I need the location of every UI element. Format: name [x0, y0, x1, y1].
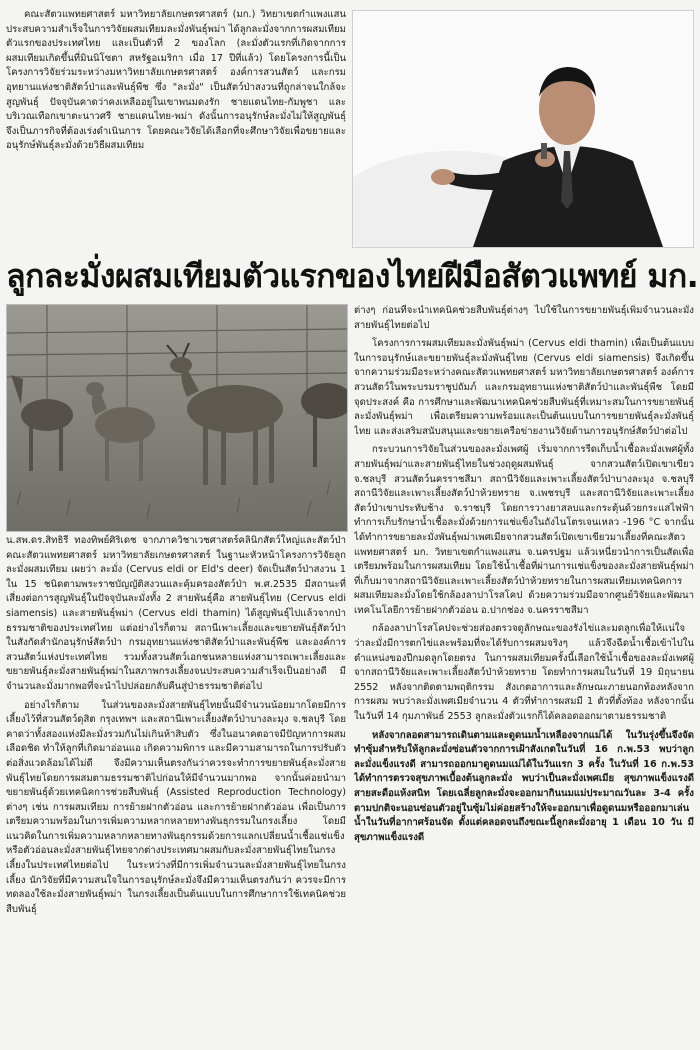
- right-bold-paragraph: หลังจากลอดสามารถเดินตามและดูดนมน้ำเหลืองจากแม่ได้ ในวันรุ่งขึ้นจึงจัดทำซุ้มสำหรับให้ลูกละมั่งซ่อนตัวจากการเฝ้าสังเกตในวันที่ 16 ก.พ.53 พบว่าลูกละมั่งแข็งแรงดี สามารถออกมาดูดนมแม่ได้ในวันแรก 3 ครั้ง ในวันที่ 16 ก.พ.53 ได้ทำการตรวจสุขภาพเบื้องต้นลูกละมั่ง พบว่าเป็นละมั่งเพศเมีย สุขภาพแข็งแรงดี สายสะดือแห้งสนิท โดยเฉลี่ยลูกละมั่งจะออกมากินนมแม่ประมาณวันละ 3-4 ครั้ง ตามปกติจะนอนซ่อนตัวอยู่ในซุ้มไม่ค่อยสร้างให้จะออกมาเพื่อดูดนมหรือออกมาเล่นน้ำในวันที่อากาศร้อนจัด ตั้งแต่คลอดจนถึงขณะนี้ลูกละมั่งอายุ 1 เดือน 10 วัน มีสุขภาพแข็งแรงดี: [354, 729, 694, 843]
- left-paragraph-1: น.สพ.ดร.สิทธิรี ทองทิพย์ศิริเดช จากภาควิชาเวชศาสตร์คลินิกสัตว์ใหญ่และสัตว์ป่า คณะสัตวแพทยศาสตร์ มหาวิทยาลัยเกษตรศาสตร์ ในฐานะหัวหน้าโครงการวิจัยลูกละมั่งผสมเทียม เผยว่า ละมั่ง (Cervus eldi or Eld's deer) จัดเป็นสัตว์ป่าสงวน 1 ใน 15 ชนิดตามพระราชบัญญัติสงวนและคุ้มครองสัตว์ป่า พ.ศ.2535 มีสถานะที่เสี่ยงต่อการสูญพันธุ์ในปัจจุบันละมั่งทั้ง 2 สายพันธุ์คือ สายพันธุ์ไทย (Cervus eldi siamensis) และสายพันธุ์พม่า (Cervus eldi thamin) ได้สูญพันธุ์ไปแล้วจากป่าธรรมชาติของประเทศไทย แต่อย่างไรก็ตาม สถานีเพาะเลี้ยงและขยายพันธุ์สัตว์ป่าในสังกัดสำนักอนุรักษ์สัตว์ป่า กรมอุทยานแห่งชาติสัตว์ป่าและพันธุ์พืช และองค์การสวนสัตว์แห่งประเทศไทย รวมทั้งสวนสัตว์เอกชนหลายแห่งสามารถเพาะเลี้ยงและขยายพันธุ์ละมั่งสายพันธุ์พม่าในสภาพกรงเลี้ยงจนประสบความสำเร็จเป็นอย่างดี มีจำนวนละมั่งมากพอที่จะนำไปปล่อยกลับคืนสู่ป่าธรรมชาติต่อไป: [6, 535, 346, 692]
- deer-photo-image: [7, 305, 347, 531]
- headline: ลูกละมั่งผสมเทียมตัวแรกของไทยฝีมือสัตวแพทย์ มก.: [6, 257, 699, 295]
- right-paragraph-3: กระบวนการวิจัยในส่วนของละมั่งเพศผู้ เริ่มจากการรีดเก็บน้ำเชื้อละมั่งเพศผู้ทั้งสายพันธุ์พม่าและสายพันธุ์ไทยในช่วงฤดูผสมพันธุ์ จากสวนสัตว์เปิดเขาเขียว จ.ชลบุรี สวนสัตว์นครราชสีมา สถานีวิจัยและเพาะเลี้ยงสัตว์ป่าบางละมุง จ.ชลบุรี สถานีวิจัยและเพาะเลี้ยงสัตว์ป่าห้วยทราย จ.เพชรบุรี และสถานีวิจัยและเพาะเลี้ยงสัตว์ป่าเขาประทับช้าง จ.ราชบุรี โดยการวางยาสลบและกระตุ้นด้วยกระแสไฟฟ้า ทำการเก็บรักษาน้ำเชื้อละมั่งด้วยการแช่แข็งในถังไนโตรเจนเหลว -196 °C จากนั้นได้ทำการขยายละมั่งพันธุ์พม่าเพศเมียจากสวนสัตว์เปิดเขาเขียวมาเลี้ยงที่คณะสัตวแพทยศาสตร์ มก. วิทยาเขตกำแพงแสน จ.นครปฐม แล้วเหนี่ยวนำการเป็นสัดเพื่อเตรียมพร้อมในการผสมเทียม โดยใช้น้ำเชื้อที่ผ่านการแช่แข็งของละมั่งสายพันธุ์พม่าที่เก็บมาจากสถานีวิจัยและเพาะเลี้ยงสัตว์ป่าห้วยทรายในการผสมเทียมเทคนิคการผสมเทียมละมั่งโดยใช้กล้องลาปาโรสโคป ด้วยความร่วมมือจากศูนย์วิจัยและพัฒนาเทคโนโลยีการย้ายฝากตัวอ่อน อ.ปากช่อง จ.นครราชสีมา: [354, 444, 694, 616]
- right-paragraph-1: ต่างๆ ก่อนที่จะนำเทคนิคช่วยสืบพันธุ์ต่างๆ ไปใช้ในการขยายพันธุ์เพิ่มจำนวนละมั่งสายพันธุ์ไทยต่อไป: [354, 305, 694, 331]
- deer-photo: [6, 304, 348, 532]
- right-paragraph-4: กล้องลาปาโรสโคปจะช่วยส่องตรวจดูลักษณะของรังไข่และมดลูกเพื่อให้แน่ใจว่าละมั่งมีการตกไข่และพร้อมที่จะได้รับการผสมจริงๆ แล้วจึงฉีดน้ำเชื้อเข้าไปในตำแหน่งของปีกมดลูกโดยตรง ในการผสมเทียมครั้งนี้เลือกใช้น้ำเชื้อของละมั่งเพศผู้จากสถานีวิจัยและเพาะเลี้ยงสัตว์ป่าห้วยทราย โดยทำการผสมในวันที่ 19 มิถุนายน 2552 หลังจากติดตามพฤติกรรม สังเกตอาการและลักษณะภายนอกท้องหลังจากการผสม พบว่าละมั่งเพศเมียจำนวน 4 ตัวที่ทำการผสมมี 1 ตัวที่ตั้งท้อง หลังจากนั้นในวันที่ 14 กุมภาพันธ์ 2553 ลูกละมั่งตัวแรกก็ได้คลอดออกมาตามธรรมชาติ: [354, 623, 694, 723]
- right-paragraph-2: โครงการการผสมเทียมละมั่งพันธุ์พม่า (Cervus eldi thamin) เพื่อเป็นต้นแบบในการอนุรักษ์และขยายพันธุ์ละมั่งพันธุ์ไทย (Cervus eldi siamensis) จึงเกิดขึ้นจากความร่วมมือระหว่างคณะสัตวแพทยศาสตร์ มหาวิทยาลัยเกษตรศาสตร์ องค์การสวนสัตว์ในพระบรมราชูปถัมภ์ และกรมอุทยานแห่งชาติสัตว์ป่าและพันธุ์พืช โดยมีจุดประสงค์ คือ การศึกษาและพัฒนาเทคนิคช่วยสืบพันธุ์ที่เหมาะสมในการขยายพันธุ์ละมั่งพันธุ์พม่า เพื่อเตรียมความพร้อมและเป็นต้นแบบในการขยายพันธุ์ละมั่งพันธุ์ไทย และส่งเสริมสนับสนุนและขยายเครือข่ายงานวิจัยด้านการอนุรักษ์สัตว์ป่าต่อไป: [354, 338, 694, 437]
- intro-paragraph: คณะสัตวแพทยศาสตร์ มหาวิทยาลัยเกษตรศาสตร์ (มก.) วิทยาเขตกำแพงแสน ประสบความสำเร็จในการวิจัยผสมเทียมละมั่งพันธุ์พม่า ได้ลูกละมั่งจากการผสมเทียมตัวแรกของประเทศไทย และเป็นตัวที่ 2 ของโลก (ละมั่งตัวแรกที่เกิดจากการผสมเทียมเกิดขึ้นที่มินนิโซตา สหรัฐอเมริกา เมื่อ 17 ปีที่แล้ว) โดยโครงการนี้เป็นโครงการวิจัยร่วมระหว่างมหาวิทยาลัยเกษตรศาสตร์ องค์การสวนสัตว์ และกรมอุทยานแห่งชาติสัตว์ป่าและพันธุ์พืช ซึ่ง "ละมั่ง" เป็นสัตว์ป่าสงวนที่ถูกล่าจนใกล้จะสูญพันธุ์ ปัจจุบันคาดว่าคงเหลืออยู่ในเขาพนมดงรัก ชายแดนไทย-กัมพูชา และบริเวณเทือกเขาตะนาวศรี ชายแดนไทย-พม่า ดังนั้นการอนุรักษ์ละมั่งไม่ให้สูญพันธุ์จึงเป็นภารกิจที่ต้องเร่งดำเนินการ โดยคณะวิจัยได้เลือกที่จะศึกษาวิจัยเพื่อขยายและอนุรักษ์พันธุ์ละมั่งด้วยวิธีผสมเทียม: [6, 9, 346, 152]
- right-column-body: [354, 304, 694, 1046]
- left-paragraph-2: อย่างไรก็ตาม ในส่วนของละมั่งสายพันธุ์ไทยนั้นมีจำนวนน้อยมากโดยมีการเลี้ยงไว้ที่สวนสัตว์ดุสิต กรุงเทพฯ และสถานีเพาะเลี้ยงสัตว์ป่าบางละมุง จ.ชลบุรี โดยคาดว่าทั้งสองแห่งมีละมั่งรวมกันไม่เกินห้าสิบตัว ซึ่งในอนาคตอาจมีปัญหาการผสมเลือดชิด ทำให้ลูกที่เกิดมาอ่อนแอ เกิดความพิการ และมีความสามารถในการปรับตัวต่อสิ่งแวดล้อมได้ไม่ดี จึงมีความเห็นตรงกันว่าควรจะทำการขยายพันธุ์ละมั่งสายพันธุ์ไทยโดยการผสมตามธรรมชาติไปก่อนให้มีจำนวนมากพอ จากนั้นค่อยนำมาขยายพันธุ์ด้วยเทคนิคการช่วยสืบพันธุ์ (Assisted Reproduction Technology) ต่างๆ เช่น การผสมเทียม การย้ายฝากตัวอ่อน และการย้ายฝากตัวอ่อน เพื่อเป็นการเตรียมความพร้อมในการเพิ่มความหลากหลายทางพันธุกรรมในกรงเลี้ยง โดยมีแนวคิดในการเพิ่มความหลากหลายทางพันธุกรรมด้วยการแลกเปลี่ยนน้ำเชื้อแช่แข็งหรือตัวอ่อนละมั่งสายพันธุ์ไทยจากต่างประเทศมาผสมกับละมั่งสายพันธุ์ไทยในกรงเลี้ยงในประเทศไทยต่อไป ในระหว่างที่มีการเพิ่มจำนวนละมั่งสายพันธุ์ไทยในกรงเลี้ยง นักวิจัยที่มีความสนใจในการอนุรักษ์ละมั่งจึงมีความเห็นตรงกันว่า ควรจะมีการทดลองใช้ละมั่งสายพันธุ์พม่า ในกรงเลี้ยงเป็นต้นแบบในการศึกษาการใช้เทคนิคช่วยสืบพันธุ์: [6, 699, 346, 915]
- speaker-photo-image: [353, 11, 693, 247]
- speaker-photo: [352, 10, 694, 248]
- left-column-body: [6, 534, 346, 1046]
- intro-text-block: [6, 8, 346, 250]
